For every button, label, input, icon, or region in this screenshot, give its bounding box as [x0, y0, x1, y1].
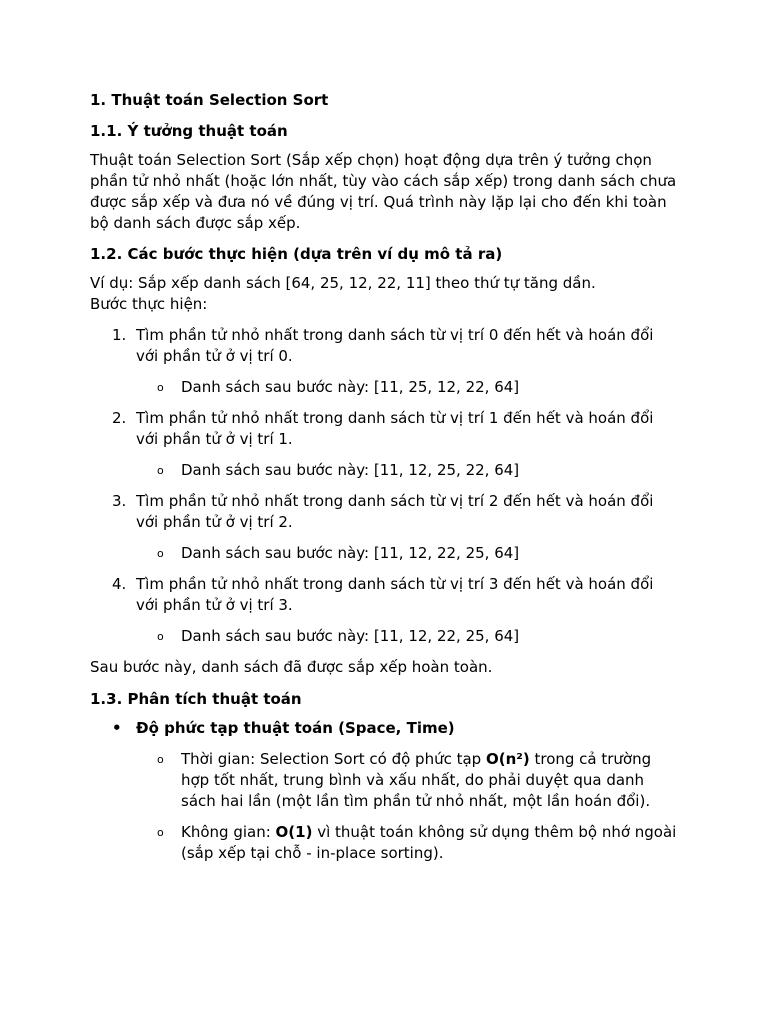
heading-steps: 1.2. Các bước thực hiện (dựa trên ví dụ mô tả ra) — [90, 245, 503, 263]
sub-bullet-icon: o — [157, 464, 164, 477]
time-prefix: Thời gian: Selection Sort có độ phức tạp — [181, 750, 486, 768]
space-complexity-value: O(1) — [275, 823, 313, 841]
space-suffix: vì thuật toán không sử dụng thêm bộ nhớ ngoài (sắp xếp tại chỗ - in-place sorting). — [181, 823, 677, 862]
bullet-icon: • — [112, 719, 122, 737]
step-result-text: Danh sách sau bước này: [11, 12, 25, 22, 64] — [181, 461, 520, 479]
step-result — [90, 377, 680, 398]
heading-main: 1. Thuật toán Selection Sort — [90, 91, 329, 109]
sub-bullet-icon: o — [157, 630, 164, 643]
time-suffix: trong cả trường hợp tốt nhất, trung bình và xấu nhất, do phải duyệt qua danh sách hai lần (một lần tìm phần tử nhỏ nhất, một lần hoán đổi). — [181, 750, 652, 810]
step-number: 3. — [112, 492, 127, 510]
step-number: 2. — [112, 409, 127, 427]
heading-analysis: 1.3. Phân tích thuật toán — [90, 690, 302, 708]
step-result-text: Danh sách sau bước này: [11, 12, 22, 25, 64] — [181, 544, 520, 562]
time-complexity-item — [90, 749, 680, 812]
step-text: Tìm phần tử nhỏ nhất trong danh sách từ vị trí 0 đến hết và hoán đổi với phần tử ở vị trí 0. — [136, 326, 654, 365]
sub-bullet-icon: o — [157, 826, 164, 839]
step-text: Tìm phần tử nhỏ nhất trong danh sách từ vị trí 1 đến hết và hoán đổi với phần tử ở vị trí 1. — [136, 409, 654, 448]
conclusion-paragraph: Sau bước này, danh sách đã được sắp xếp hoàn toàn. — [90, 658, 493, 676]
sub-bullet-icon: o — [157, 753, 164, 766]
complexity-title: Độ phức tạp thuật toán (Space, Time) — [136, 719, 455, 737]
steps-label: Bước thực hiện: — [90, 295, 208, 313]
step-number: 1. — [112, 326, 127, 344]
space-prefix: Không gian: — [181, 823, 276, 841]
sub-bullet-icon: o — [157, 547, 164, 560]
step-result — [90, 543, 680, 564]
example-line: Ví dụ: Sắp xếp danh sách [64, 25, 12, 22, 11] theo thứ tự tăng dần. — [90, 274, 596, 292]
step-result — [90, 626, 680, 647]
step-item — [90, 491, 680, 533]
space-complexity-item — [90, 822, 680, 864]
steps-list — [90, 325, 680, 647]
step-number: 4. — [112, 575, 127, 593]
time-complexity-value: O(n²) — [485, 750, 530, 768]
idea-paragraph: Thuật toán Selection Sort (Sắp xếp chọn) hoạt động dựa trên ý tưởng chọn phần tử nhỏ nhất (hoặc lớn nhất, tùy vào cách sắp xếp) trong danh sách chưa được sắp xếp và đưa nó về đúng vị trí. Quá trình này lặp lại cho đến khi toàn bộ danh sách được sắp xếp. — [90, 151, 677, 232]
heading-idea: 1.1. Ý tưởng thuật toán — [90, 122, 288, 140]
step-result-text: Danh sách sau bước này: [11, 12, 22, 25, 64] — [181, 627, 520, 645]
document-page — [90, 88, 680, 864]
step-text: Tìm phần tử nhỏ nhất trong danh sách từ vị trí 2 đến hết và hoán đổi với phần tử ở vị trí 2. — [136, 492, 654, 531]
sub-bullet-icon: o — [157, 381, 164, 394]
step-item — [90, 325, 680, 367]
step-result-text: Danh sách sau bước này: [11, 25, 12, 22, 64] — [181, 378, 520, 396]
step-item — [90, 408, 680, 450]
complexity-bullet — [90, 718, 680, 739]
step-item — [90, 574, 680, 616]
step-result — [90, 460, 680, 481]
step-text: Tìm phần tử nhỏ nhất trong danh sách từ vị trí 3 đến hết và hoán đổi với phần tử ở vị trí 3. — [136, 575, 654, 614]
